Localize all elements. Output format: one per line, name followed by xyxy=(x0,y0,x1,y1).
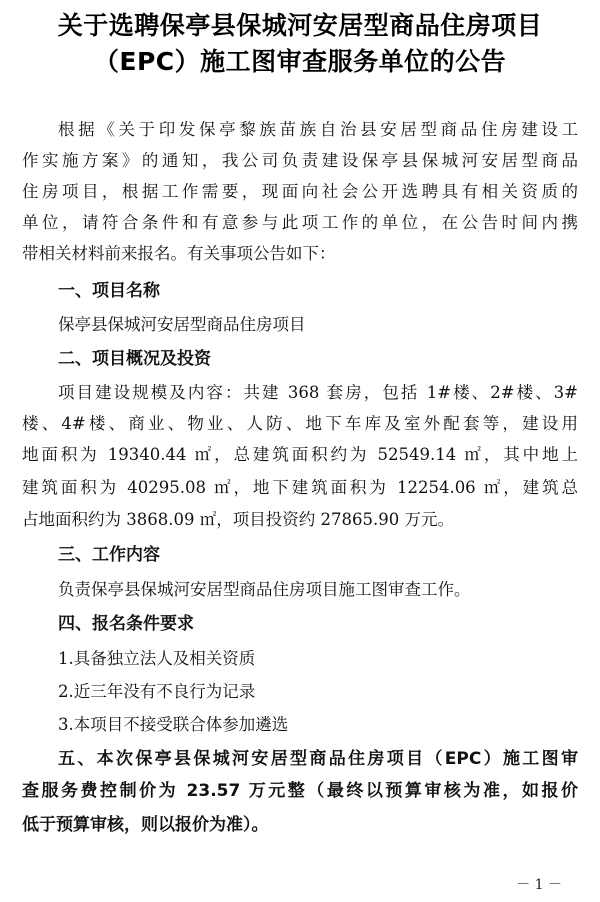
section-heading-overview: 二、项目概况及投资 xyxy=(58,349,211,369)
fee-line: 查服务费控制价为 23.57 万元整（最终以预算审核为准，如报价 xyxy=(22,781,578,801)
requirement-item: 1.具备独立法人及相关资质 xyxy=(58,649,256,668)
document-title-line-1: 关于选聘保亭县保城河安居型商品住房项目 xyxy=(57,11,543,40)
intro-line: 作实施方案》的通知，我公司负责建设保亭县保城河安居型商品 xyxy=(22,151,578,170)
requirement-item: 3.本项目不接受联合体参加遴选 xyxy=(58,715,289,734)
document-title-line-2: （EPC）施工图审查服务单位的公告 xyxy=(93,47,507,76)
overview-line: 楼、4#楼、商业、物业、人防、地下车库及室外配套等，建设用 xyxy=(22,414,578,433)
intro-line: 单位，请符合条件和有意参与此项工作的单位，在公告时间内携 xyxy=(22,213,578,232)
fee-line: 五、本次保亭县保城河安居型商品住房项目（EPC）施工图审 xyxy=(58,749,578,769)
section-content-project-name: 保亭县保城河安居型商品住房项目 xyxy=(58,315,306,334)
overview-line: 地面积为 19340.44 ㎡，总建筑面积约为 52549.14 ㎡，其中地上 xyxy=(22,445,578,464)
fee-line: 低于预算审核，则以报价为准）。 xyxy=(22,815,269,835)
overview-line: 占地面积约为 3868.09 ㎡，项目投资约 27865.90 万元。 xyxy=(22,510,454,529)
overview-line: 项目建设规模及内容：共建 368 套房，包括 1#楼、2#楼、3# xyxy=(58,383,578,402)
requirement-item: 2.近三年没有不良行为记录 xyxy=(58,682,256,701)
intro-line: 住房项目，根据工作需要，现面向社会公开选聘具有相关资质的 xyxy=(22,182,578,201)
intro-line: 根据《关于印发保亭黎族苗族自治县安居型商品住房建设工 xyxy=(58,120,578,139)
intro-line: 带相关材料前来报名。有关事项公告如下： xyxy=(22,244,336,263)
overview-line: 建筑面积为 40295.08 ㎡，地下建筑面积为 12254.06 ㎡，建筑总 xyxy=(22,478,578,497)
section-heading-requirements: 四、报名条件要求 xyxy=(58,614,194,634)
section-heading-project-name: 一、项目名称 xyxy=(58,281,160,301)
page-number: － 1 － xyxy=(516,877,562,893)
section-heading-work-content: 三、工作内容 xyxy=(58,545,160,565)
section-content-work-content: 负责保亭县保城河安居型商品住房项目施工图审查工作。 xyxy=(58,580,471,599)
